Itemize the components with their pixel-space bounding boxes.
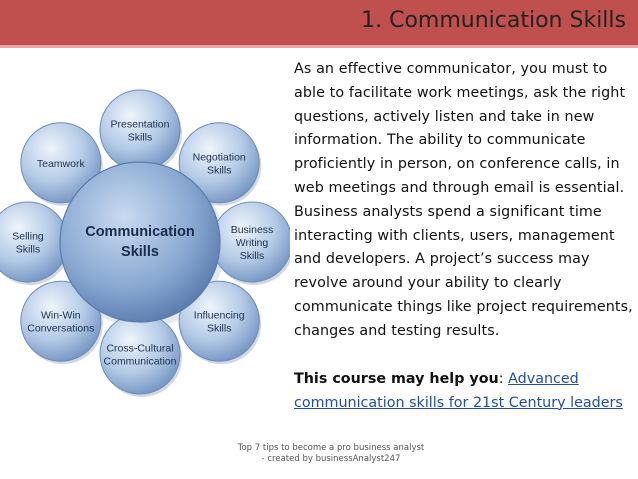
skill-node-label: Teamwork (36, 157, 85, 170)
course-link[interactable]: Advanced communication skills for 21st Century leaders (294, 371, 623, 411)
skill-node-label: Skills (239, 250, 265, 262)
footer-line-2: - created by businessAnalyst247 (261, 454, 401, 464)
communication-skills-diagram (0, 52, 290, 402)
course-recommendation (294, 368, 634, 416)
skill-node-label: Selling (12, 230, 44, 243)
diagram-svg (0, 52, 290, 402)
center-label: Communication (85, 224, 195, 240)
slide-title: 1. Communication Skills (361, 8, 626, 33)
skill-node-label: Business (230, 224, 274, 236)
skill-node-label: Conversations (27, 322, 95, 335)
skill-node-label: Win-Win (40, 309, 81, 322)
skill-node-label: Communication (103, 355, 177, 368)
skill-node-label: Presentation (110, 118, 170, 131)
skill-node (100, 314, 182, 397)
skill-node (212, 202, 290, 285)
skill-node-label: Influencing (193, 309, 245, 322)
skill-node (100, 90, 182, 173)
center-label: Skills (121, 244, 159, 260)
skill-node-label: Skills (206, 164, 232, 177)
skill-node-label: Cross-Cultural (106, 342, 174, 355)
slide-footer (226, 443, 436, 465)
skill-node-label: Skills (127, 131, 153, 144)
course-colon: : (498, 371, 509, 387)
skill-node-label: Skills (206, 322, 232, 335)
slide-body-text: As an effective communicator, you must to able to facilitate work meetings, ask the right questions, actively listen and take in new information. The ability to communicate proficiently in person, on conference calls, in web meetings and through email is essential. Business analysts spend a significant time interacting with clients, users, management and developers. A project’s success may revolve around your ability to clearly communicate things like project requirements, changes and testing results. (294, 61, 633, 339)
course-prefix: This course may help you (294, 371, 499, 387)
skill-node-label: Negotiation (192, 151, 246, 164)
footer-line-1: Top 7 tips to become a pro business analyst (237, 443, 425, 453)
skill-node-label: Skills (15, 243, 41, 256)
title-bar (0, 0, 638, 48)
skill-node-label: Writing (235, 237, 269, 249)
center-circle (60, 162, 220, 322)
